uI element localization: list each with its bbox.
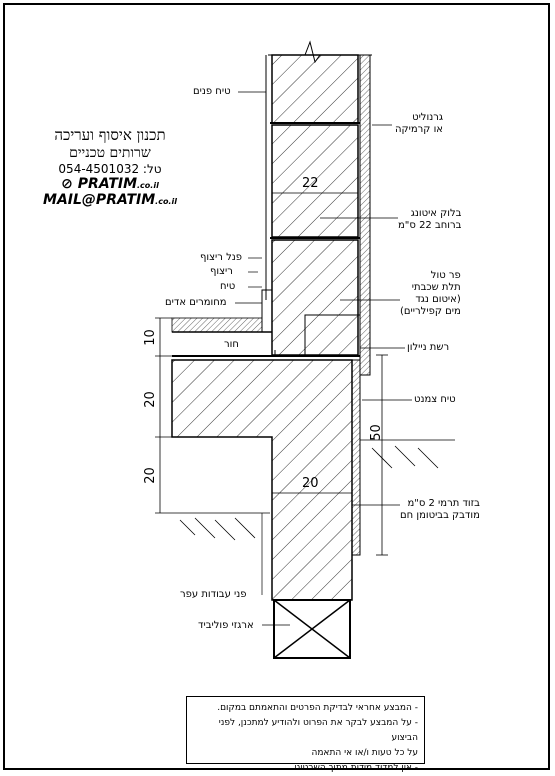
company-logo (30, 126, 190, 208)
label-polystyrene: ארגזי פוליביד (198, 620, 254, 631)
label-tiling: ריצוף (210, 266, 233, 277)
notes-box (186, 696, 425, 773)
note-line: על כל טעות ו/או אי התאמה (311, 748, 418, 758)
label-nylon: רשת ניילון (407, 342, 450, 353)
dim-wall-width: 22 (302, 176, 319, 191)
label-insulation: בזוד תרמי 2 ס"מ מודבק בביטומן חם (400, 498, 480, 521)
dim-20a: 20 (142, 391, 158, 408)
logo-line2: שרותים טכניים (69, 145, 151, 161)
label-interior-plaster: טיח פנים (193, 86, 231, 97)
logo-mail: MAIL@PRATIM.co.il (43, 192, 177, 208)
label-plaster: טיח (220, 281, 236, 292)
dimension-50 (376, 355, 388, 555)
label-earthworks: פני עבודות עפר (180, 589, 247, 600)
note-line: - המבצע אחראי לבדיקת הפרטים והתאמתם במקום. (217, 703, 418, 713)
block-wall (270, 55, 360, 355)
label-tile-panel: פנל ריצוף (200, 252, 243, 263)
note-line: - אין למדוד מידות מתוך השרטוט. (291, 763, 418, 773)
insulation-strip (352, 360, 360, 555)
logo-phone: טל: 054-4501032 (58, 162, 162, 176)
logo-line1: תכנון איסוף ועריכה (54, 126, 166, 144)
dim-20b: 20 (142, 467, 158, 484)
label-block: בלוק איטונג ברוחב 22 ס"מ (398, 208, 462, 231)
soil-right (360, 440, 455, 468)
label-mortar: מחומרים אדים (165, 297, 227, 308)
dim-10: 10 (142, 329, 158, 346)
soil-left (172, 513, 270, 540)
label-cement-plaster: טיח צמנט (414, 394, 456, 405)
label-chor: חור (224, 339, 239, 350)
note-line: - על המבצע לבקר את הפרוט ולהודיע למתכנן, לפני הביצוע (218, 718, 418, 743)
label-gravel: גרנוליט או קרמיקה (395, 112, 443, 135)
logo-brand: ⊘ PRATIM.co.il (61, 176, 159, 192)
floor-slab (172, 318, 262, 332)
exterior-plaster (360, 55, 370, 375)
dim-beam-width: 20 (302, 476, 319, 491)
dim-50: 50 (368, 424, 384, 441)
label-drip: פר טול תלת שכבתי (איטום נגד מים קפילריים) (400, 270, 461, 317)
